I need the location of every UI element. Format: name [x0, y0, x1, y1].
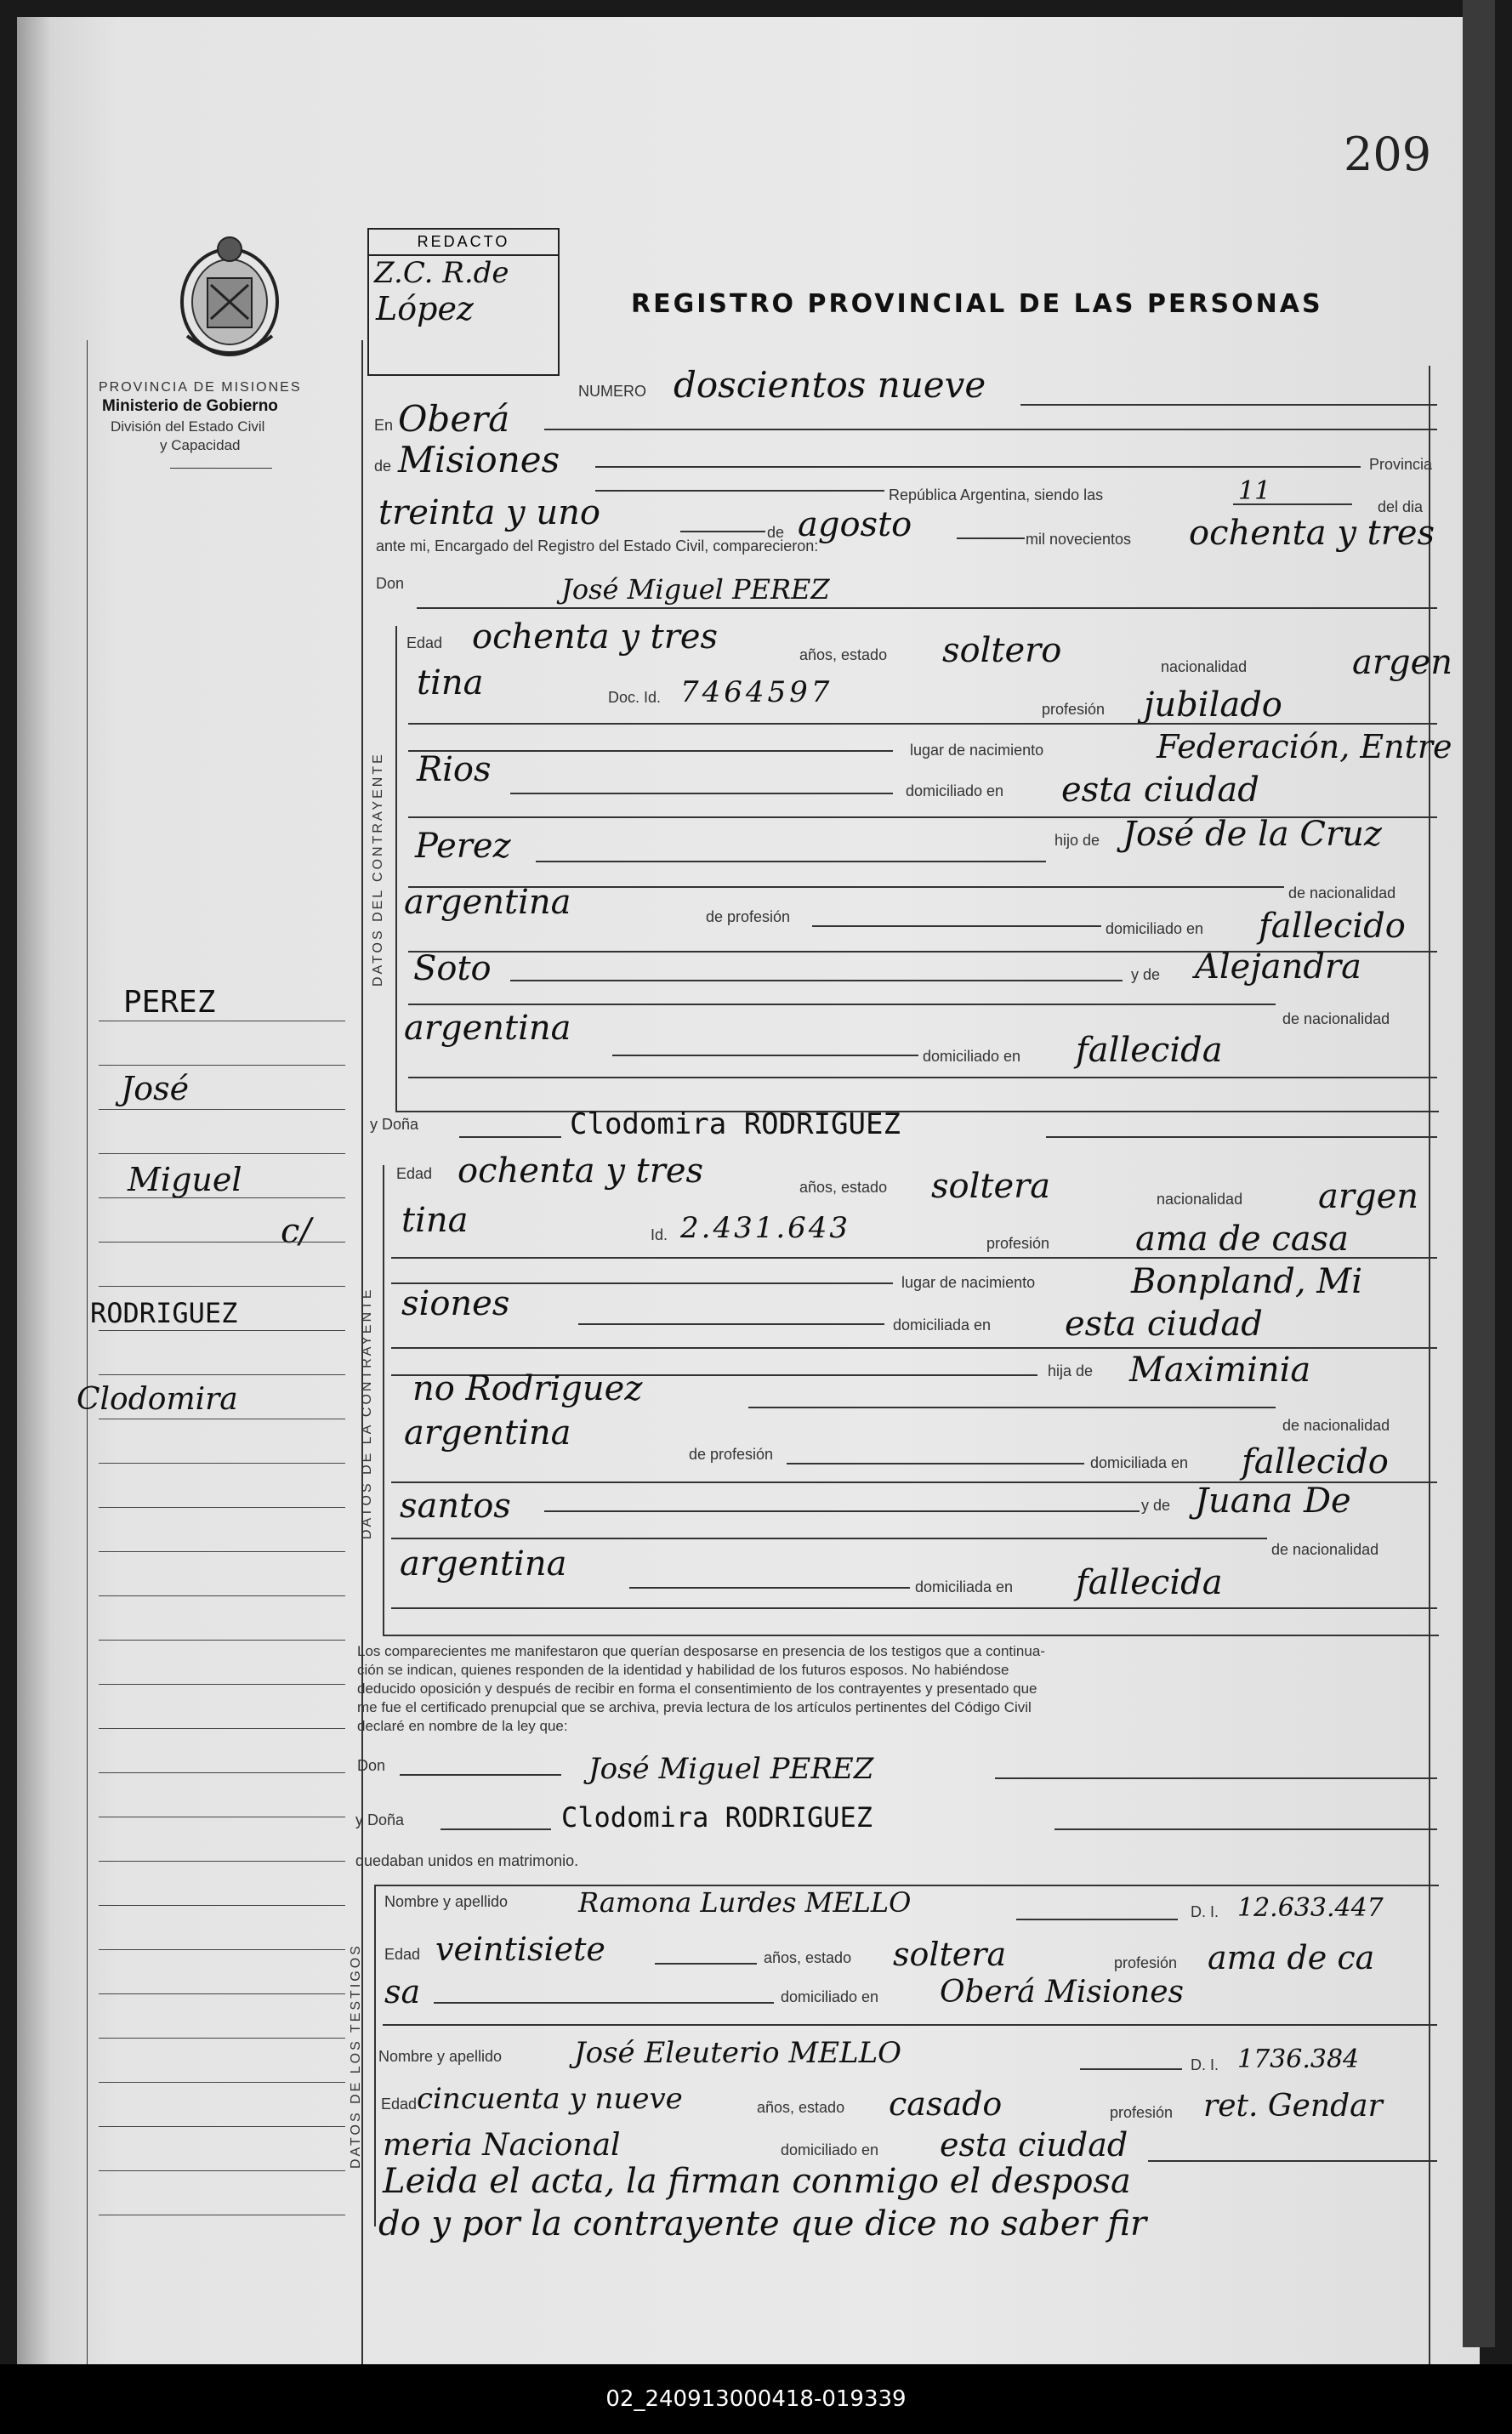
f-nacionalidad-b: tina: [401, 1201, 469, 1240]
don-label: Don: [376, 575, 405, 592]
f-estado-value: soltera: [931, 1167, 1051, 1206]
f-domicilio-value: esta ciudad: [1065, 1305, 1263, 1344]
declaration-line: ción se indican, quienes responden de la identidad y habilidad de los futuros esposos. No habiéndose: [357, 1662, 1009, 1678]
f-profesion-value: ama de casa: [1135, 1220, 1349, 1259]
contrayente-side-label: DATOS DEL CONTRAYENTE: [371, 752, 385, 987]
t1-di-label: D. I.: [1191, 1903, 1219, 1920]
estado-label: años, estado: [799, 646, 888, 663]
padre-a: José de la Cruz: [1123, 815, 1382, 854]
madre-a: Alejandra: [1195, 947, 1361, 987]
anio-value: ochenta y tres: [1189, 514, 1435, 553]
de-value: Misiones: [398, 439, 560, 481]
t2-estado-label: años, estado: [757, 2099, 845, 2116]
profesion-label: profesión: [1042, 701, 1106, 718]
dom-label: domiciliado en: [1106, 920, 1204, 937]
f-nacionalidad-label: nacionalidad: [1157, 1191, 1243, 1208]
numero-value: doscientos nueve: [674, 364, 986, 406]
stamp-header: REDACTO: [369, 230, 558, 256]
padre-nac: argentina: [404, 883, 571, 922]
f-de-prof-label: de profesión: [689, 1446, 774, 1463]
f-edad-label: Edad: [396, 1165, 433, 1182]
don-value: José Miguel PEREZ: [561, 573, 830, 606]
testigos-side-label: DATOS DE LOS TESTIGOS: [349, 1943, 363, 2169]
t1-profesion-label: profesión: [1114, 1954, 1178, 1971]
margin-line: José: [121, 1070, 190, 1107]
f-estado-label: años, estado: [799, 1179, 888, 1196]
de-prof-label: de profesión: [706, 908, 791, 925]
f-de-nac2-label: de nacionalidad: [1271, 1541, 1379, 1558]
nacionalidad-b: tina: [417, 663, 484, 702]
t2-di-label: D. I.: [1191, 2056, 1219, 2073]
f-padre-nac: argentina: [404, 1413, 571, 1453]
t2-nombre-value: José Eleuterio MELLO: [574, 2036, 902, 2070]
f-padre-dom: fallecido: [1242, 1442, 1389, 1481]
f-dom2-label: domiciliada en: [915, 1578, 1014, 1595]
unidos-text: quedaban unidos en matrimonio.: [355, 1852, 579, 1869]
madre-dom: fallecida: [1076, 1031, 1223, 1070]
de-nac-label: de nacionalidad: [1288, 884, 1396, 901]
de-nac2-label: de nacionalidad: [1282, 1010, 1390, 1027]
hora-value: 11: [1238, 476, 1271, 506]
t1-dom-label: domiciliado en: [781, 1988, 879, 2005]
edad-value: ochenta y tres: [472, 617, 719, 657]
f-lugar-label: lugar de nacimiento: [901, 1274, 1036, 1291]
t1-estado-label: años, estado: [764, 1949, 852, 1966]
stamp-line-1: Z.C. R.de: [374, 256, 509, 290]
margin-line: Miguel: [128, 1161, 242, 1198]
decl-don-label: Don: [357, 1757, 386, 1774]
decl-dona-label: y Doña: [355, 1811, 405, 1828]
margin-line: PEREZ: [123, 985, 216, 1020]
f-nacionalidad-a: argen: [1318, 1177, 1419, 1216]
t2-profesion-label: profesión: [1110, 2104, 1174, 2121]
register-page: [17, 17, 1480, 2364]
t2-dom-label: domiciliado en: [781, 2141, 879, 2158]
en-label: En: [374, 417, 394, 434]
f-doc-value: 2.431.643: [680, 1211, 851, 1245]
mes-value: agosto: [798, 505, 912, 544]
t1-profesion-b: sa: [384, 1973, 421, 2010]
lugar-label: lugar de nacimiento: [910, 742, 1044, 759]
f-dom-label: domiciliada en: [1090, 1454, 1189, 1471]
madre-b: Soto: [413, 949, 492, 988]
numero-label: NUMERO: [578, 383, 646, 400]
t1-dom-value: Oberá Misiones: [940, 1975, 1184, 2010]
declaration-line: me fue el certificado prenupcial que se archiva, previa lectura de los artículos pertinentes del Código Civil: [357, 1699, 1032, 1715]
dona-label: y Doña: [370, 1116, 419, 1133]
file-id-caption: 02_240913000418-019339: [0, 2364, 1512, 2434]
profesion-value: jubilado: [1144, 685, 1282, 725]
padre-dom: fallecido: [1259, 907, 1406, 946]
t2-di-value: 1736.384: [1237, 2044, 1360, 2074]
lugar-b: Rios: [417, 750, 492, 789]
coat-of-arms-icon: [170, 225, 289, 370]
lugar-a: Federación, Entre: [1157, 728, 1452, 765]
f-madre-a: Juana De: [1195, 1481, 1351, 1521]
t2-edad-value: cincuenta y nueve: [417, 2082, 683, 2116]
stamp-line-2: López: [376, 290, 474, 327]
f-padre-a: Maximinia: [1129, 1351, 1311, 1390]
t2-edad-label: Edad: [381, 2096, 418, 2113]
declaration-line: declaré en nombre de la ley que:: [357, 1718, 568, 1734]
republica-label: República Argentina, siendo las: [889, 486, 1104, 503]
t2-estado-value: casado: [889, 2085, 1003, 2123]
dona-value: Clodomira RODRIGUEZ: [570, 1107, 901, 1141]
division-line-2: y Capacidad: [160, 437, 241, 453]
f-de-nac-label: de nacionalidad: [1282, 1417, 1390, 1434]
f-y-de-label: y de: [1141, 1497, 1171, 1514]
padre-b: Perez: [415, 827, 511, 866]
t1-edad-label: Edad: [384, 1946, 421, 1963]
closing-line: Leida el acta, la firman conmigo el desposa: [383, 2162, 1131, 2201]
domicilio-value: esta ciudad: [1061, 771, 1259, 810]
ministry-line: Ministerio de Gobierno: [102, 397, 278, 415]
f-hija-label: hija de: [1048, 1362, 1094, 1379]
f-edad-value: ochenta y tres: [458, 1152, 704, 1191]
estado-value: soltero: [942, 631, 1062, 670]
page-number: 209: [1344, 128, 1432, 181]
mil-label: mil novecientos: [1026, 531, 1132, 548]
declaration-line: deducido oposición y después de recibir en forma el consentimiento de los contrayentes y presentado que: [357, 1680, 1037, 1697]
t1-estado-value: soltera: [893, 1936, 1007, 1973]
t2-profesion-b: meria Nacional: [383, 2128, 621, 2163]
y-de-label: y de: [1131, 966, 1161, 983]
division-line-1: División del Estado Civil: [111, 418, 265, 435]
f-madre-b: santos: [400, 1487, 511, 1526]
f-padre-b: no Rodriguez: [412, 1369, 643, 1408]
closing-line: do y por la contrayente que dice no saber fir: [378, 2204, 1147, 2243]
f-lugar-b: siones: [401, 1284, 510, 1323]
del-dia-label: del dia: [1378, 498, 1424, 515]
dia-value: treinta y uno: [378, 493, 600, 532]
nacionalidad-a: argen: [1352, 643, 1453, 682]
t2-profesion-a: ret. Gendar: [1203, 2089, 1383, 2124]
edad-label: Edad: [406, 634, 443, 651]
margin-line: RODRIGUEZ: [90, 1297, 238, 1329]
de2-label: de: [767, 524, 785, 541]
margin-line: Clodomira: [77, 1382, 238, 1417]
page-title: REGISTRO PROVINCIAL DE LAS PERSONAS: [631, 289, 1323, 319]
declaration-line: Los comparecientes me manifestaron que querían desposarse en presencia de los testigos que a continua-: [357, 1643, 1045, 1659]
t1-nombre-label: Nombre y apellido: [384, 1893, 509, 1910]
f-madre-nac: argentina: [400, 1544, 567, 1584]
t2-dom-value: esta ciudad: [940, 2126, 1128, 2164]
dom2-label: domiciliado en: [923, 1048, 1021, 1065]
t1-profesion-a: ama de ca: [1208, 1939, 1375, 1976]
doc-label: Doc. Id.: [608, 689, 662, 706]
decl-dona-value: Clodomira RODRIGUEZ: [561, 1801, 873, 1834]
domicilio-label: domiciliado en: [906, 782, 1004, 799]
ante-label: ante mi, Encargado del Registro del Estado Civil, comparecieron:: [376, 537, 819, 554]
t2-nombre-label: Nombre y apellido: [378, 2048, 503, 2065]
contrayente-f-side-label: DATOS DE LA CONTRAYENTE: [360, 1287, 374, 1539]
provincia-label: Provincia: [1369, 456, 1433, 473]
doc-value: 7464597: [680, 675, 833, 709]
en-value: Oberá: [398, 398, 510, 440]
t1-edad-value: veintisiete: [435, 1931, 605, 1968]
t1-di-value: 12.633.447: [1237, 1893, 1384, 1923]
f-profesion-label: profesión: [986, 1235, 1050, 1252]
hijo-label: hijo de: [1054, 832, 1100, 849]
t1-nombre-value: Ramona Lurdes MELLO: [578, 1886, 912, 1919]
f-lugar-a: Bonpland, Mi: [1131, 1262, 1363, 1301]
redacto-stamp: [367, 228, 560, 376]
decl-don-value: José Miguel PEREZ: [588, 1752, 874, 1786]
margin-line: c/: [281, 1212, 311, 1251]
madre-nac: argentina: [404, 1009, 571, 1048]
f-madre-dom: fallecida: [1076, 1563, 1223, 1602]
nacionalidad-label: nacionalidad: [1161, 658, 1248, 675]
de-label: de: [374, 458, 392, 475]
f-doc-label: Id.: [651, 1226, 668, 1243]
f-domicilio-label: domiciliada en: [893, 1317, 992, 1334]
province-line: PROVINCIA DE MISIONES: [99, 380, 302, 395]
